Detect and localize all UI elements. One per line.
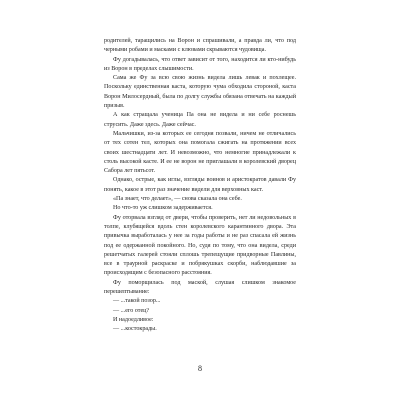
paragraph: родителей, таращились на Ворон и спрашивали, а правда ли, что под черными робами и масками с клювами скрываются чудовища.: [104, 38, 296, 54]
paragraph: Фу поморщилась под маской, слушая слишком знакомое перешептывание:: [104, 279, 296, 296]
dialogue-line: — ...такой позор...: [113, 298, 161, 305]
paragraph: Фу оторвала взгляд от двери, чтобы проверить, нет ли недовольных в толпе, клубящейся вдоль стен королевского карантинного двора. Эта привычка выработалась у нее за годы работы и не раз спасала ей жизнь под ее одержанной покойного. Но, судя по тому, что она видела, среди решетчатых галерей стояли сплошь трепещущие придворные Павлины, все в траурной раскраске и побрякушках скорби, наблюдавшие за происходящим с безопасного расстояния.: [104, 214, 296, 277]
paragraph: «Па знает, что делает», — снова сказала она себе.: [113, 196, 242, 203]
paragraph: А как стращала ученица Па она не видела и ни себе роснешь струсить. Даже здесь. Даже сейчас.: [104, 112, 296, 128]
paragraph: Сама же Фу за всю свою жизнь видела лишь левак и похлещее. Поскольку единственная каста, которую чума обходила стороной, каста Ворон Милосердный, была по долгу службы обязана отвечать на каждый призыв.: [104, 75, 296, 110]
paragraph: Мальчишки, из-за которых ее сегодня позвали, ничем не отличались от тех сотен тел, которых она помогала сжигать на протяжении всех своих шестнадцати лет. И невозможно, что немногие принадлежали к столь высокой касте. И ее не ворон не приглашали в королевский дворец Сабора лет пятьсот.: [104, 130, 296, 175]
paragraph: И надоедливое:: [113, 316, 154, 323]
dialogue-line: — ...его отец?: [113, 307, 150, 314]
page-number: 8: [198, 364, 202, 373]
body-text: [104, 37, 296, 335]
paragraph: Фу догадывалась, что ответ зависит от того, находится ли кто-нибудь из Ворон в пределах слышимости.: [104, 56, 296, 72]
dialogue-line: — ...костокрады.: [113, 326, 157, 333]
paragraph: Однако, острые, как иглы, взгляды воинов и аристократов давали Фу понять, какое в этот раз значение видели для верховных каст.: [104, 177, 296, 193]
paragraph: Но что-то уж слишком задерживается.: [113, 205, 213, 212]
